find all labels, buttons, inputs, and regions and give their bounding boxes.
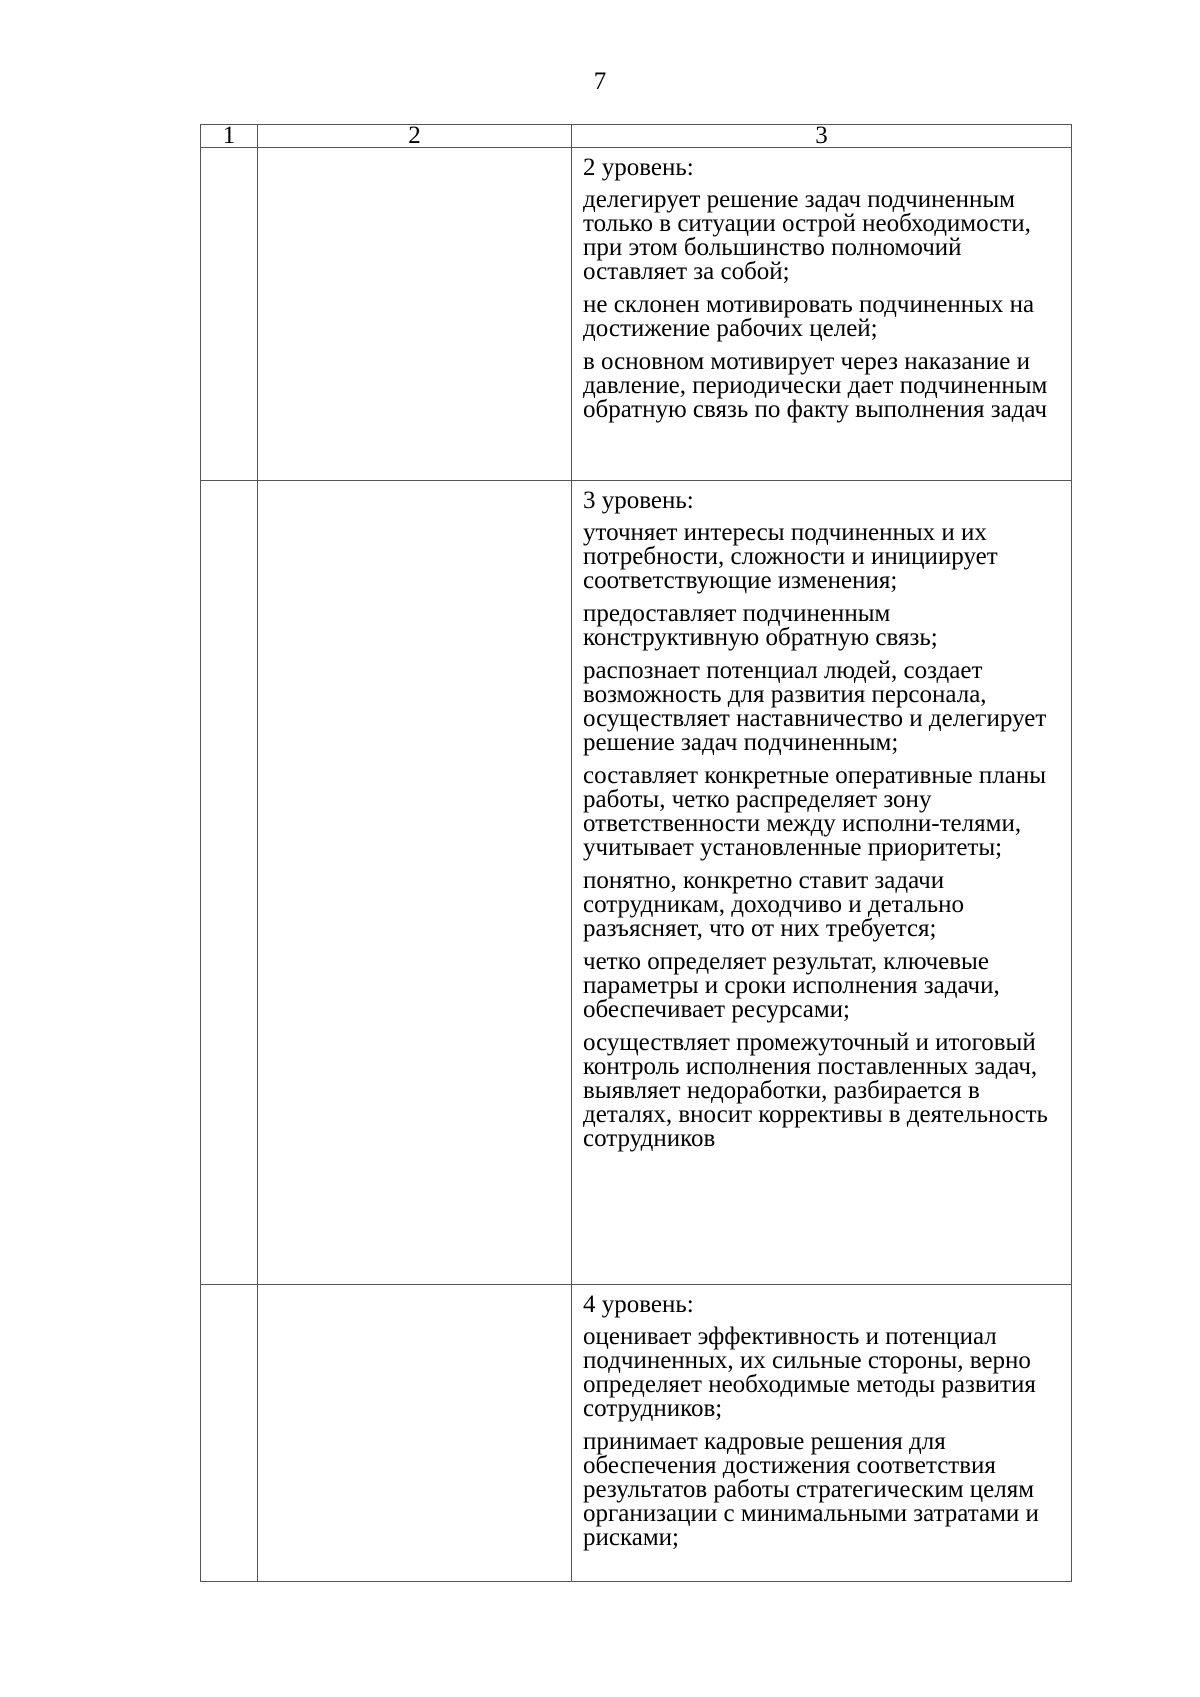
table-row <box>201 148 1072 481</box>
column-header: 3 <box>572 125 1072 148</box>
level-item: оценивает эффективность и потенциал подчиненных, их сильные стороны, верно определяет необходимые методы развития сотрудников; <box>583 1323 1036 1422</box>
level-item: четко определяет результат, ключевые параметры и сроки исполнения задачи, обеспечивает ресурсами; <box>583 948 1000 1023</box>
empty-cell <box>258 1285 572 1582</box>
level-item: уточняет интересы подчиненных и их потребности, сложности и инициирует соответствующие изменения; <box>583 519 998 594</box>
level-item: предоставляет подчиненным конструктивную обратную связь; <box>583 600 938 651</box>
empty-cell <box>201 481 258 1285</box>
level-cell <box>572 148 1072 481</box>
competency-table <box>200 124 1072 1582</box>
level-item: не склонен мотивировать подчиненных на достижение рабочих целей; <box>583 291 1035 342</box>
column-header: 1 <box>201 125 258 148</box>
level-item: принимает кадровые решения для обеспечения достижения соответствия результатов работы стратегическим целям организации с минимальными затратами и рисками; <box>583 1428 1039 1551</box>
level-cell <box>572 481 1072 1285</box>
empty-cell <box>201 148 258 481</box>
page-number: 7 <box>593 68 607 95</box>
level-item: распознает потенциал людей, создает возможность для развития персонала, осуществляет наставничество и делегирует решение задач подчиненным; <box>583 657 1047 756</box>
level-item: в основном мотивирует через наказание и давление, периодически дает подчиненным обратную связь по факту выполнения задач <box>583 348 1048 423</box>
level-cell <box>572 1285 1072 1582</box>
level-item: составляет конкретные оперативные планы работы, четко распределяет зону ответственности между исполни-телями, учитывает установленные приоритеты; <box>583 762 1046 861</box>
level-title: 3 уровень: <box>583 487 694 514</box>
column-header: 2 <box>258 125 572 148</box>
level-item: понятно, конкретно ставит задачи сотрудникам, доходчиво и детально разъясняет, что от них требуется; <box>583 867 964 942</box>
level-item: делегирует решение задач подчиненным только в ситуации острой необходимости, при этом большинство полномочий оставляет за собой; <box>583 186 1031 285</box>
table-row <box>201 481 1072 1285</box>
table-header-row <box>201 125 1072 148</box>
empty-cell <box>201 1285 258 1582</box>
level-title: 4 уровень: <box>583 1291 694 1318</box>
empty-cell <box>258 481 572 1285</box>
level-item: осуществляет промежуточный и итоговый контроль исполнения поставленных задач, выявляет недоработки, разбирается в деталях, вносит коррективы в деятельность сотрудников <box>583 1029 1048 1152</box>
empty-cell <box>258 148 572 481</box>
table-row <box>201 1285 1072 1582</box>
level-title: 2 уровень: <box>583 154 694 181</box>
